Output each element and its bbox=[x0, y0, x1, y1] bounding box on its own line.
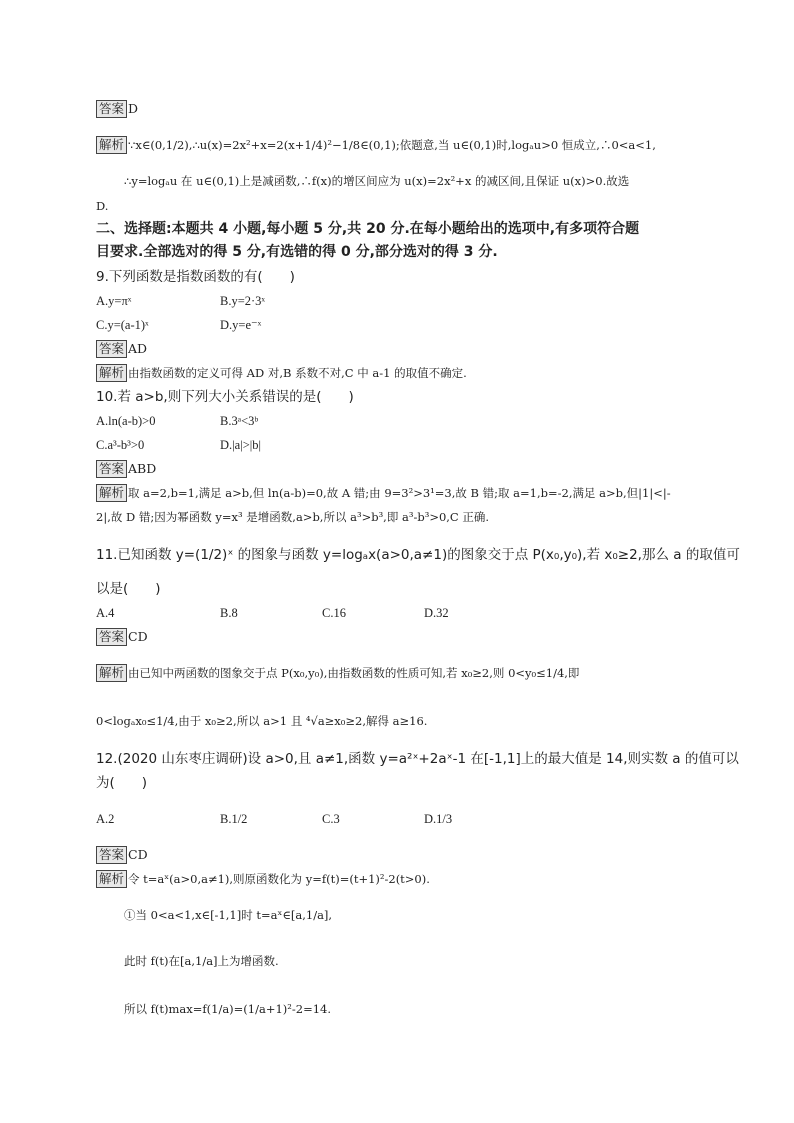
analysis-tag: 解析 bbox=[96, 484, 127, 502]
analysis-line: 0<logₐx₀≤1/4,由于 x₀≥2,所以 a>1 且 ⁴√a≥x₀≥2,解得 a≥16. bbox=[96, 714, 428, 728]
answer-tag: 答案 bbox=[96, 460, 127, 478]
question-stem-12-cont: 为( ) bbox=[96, 775, 148, 791]
question-stem-11: 11.已知函数 y=(1/2)ˣ 的图象与函数 y=logₐx(a>0,a≠1)的图象交于点 P(x₀,y₀),若 x₀≥2,那么 a 的取值可 bbox=[96, 547, 740, 563]
answer-value: ABD bbox=[128, 461, 157, 476]
option-a: A.4 bbox=[96, 606, 115, 620]
option-c: C.a³-b³>0 bbox=[96, 438, 145, 452]
section-heading: 目要求.全部选对的得 5 分,有选错的得 0 分,部分选对的得 3 分. bbox=[96, 244, 498, 260]
question-stem-11-cont: 以是( ) bbox=[96, 581, 161, 597]
question-stem-9: 9.下列函数是指数函数的有( ) bbox=[96, 269, 295, 285]
option-b: B.y=2·3ˣ bbox=[220, 294, 266, 308]
analysis-text: 由指数函数的定义可得 AD 对,B 系数不对,C 中 a-1 的取值不确定. bbox=[128, 366, 467, 380]
analysis-row-8 bbox=[96, 136, 656, 154]
option-d: D.|a|>|b| bbox=[220, 438, 262, 452]
analysis-text: ∵x∈(0,1/2),∴u(x)=2x²+x=2(x+1/4)²−1/8∈(0,1);依题意,当 u∈(0,1)时,logₐu>0 恒成立,∴0<a<1, bbox=[128, 138, 656, 152]
answer-row-8 bbox=[96, 100, 138, 118]
analysis-text: 由已知中两函数的图象交于点 P(x₀,y₀),由指数函数的性质可知,若 x₀≥2,则 0<y₀≤1/4,即 bbox=[128, 666, 580, 680]
answer-tag: 答案 bbox=[96, 340, 127, 358]
option-d: D.32 bbox=[424, 606, 449, 620]
analysis-row-9 bbox=[96, 364, 467, 382]
answer-row-11 bbox=[96, 628, 148, 646]
analysis-row-12 bbox=[96, 870, 430, 888]
option-a: A.2 bbox=[96, 812, 115, 826]
analysis-line: ∴y=logₐu 在 u∈(0,1)上是减函数,∴f(x)的增区间应为 u(x)=2x²+x 的减区间,且保证 u(x)>0.故选 bbox=[124, 174, 630, 188]
analysis-line: 2|,故 D 错;因为幂函数 y=x³ 是增函数,a>b,所以 a³>b³,即 a³-b³>0,C 正确. bbox=[96, 510, 490, 524]
analysis-tag: 解析 bbox=[96, 136, 127, 154]
answer-value: CD bbox=[128, 629, 148, 644]
answer-tag: 答案 bbox=[96, 100, 127, 118]
option-d: D.y=e⁻ˣ bbox=[220, 318, 262, 332]
analysis-case: 此时 f(t)在[a,1/a]上为增函数. bbox=[124, 954, 279, 968]
analysis-text: 令 t=aˣ(a>0,a≠1),则原函数化为 y=f(t)=(t+1)²-2(t>0). bbox=[128, 872, 430, 886]
analysis-text: 取 a=2,b=1,满足 a>b,但 ln(a-b)=0,故 A 错;由 9=3²>3¹=3,故 B 错;取 a=1,b=-2,满足 a>b,但|1|<|- bbox=[128, 486, 671, 500]
section-heading: 二、选择题:本题共 4 小题,每小题 5 分,共 20 分.在每小题给出的选项中,有多项符合题 bbox=[96, 221, 640, 237]
option-b: B.3ᵃ<3ᵇ bbox=[220, 414, 259, 428]
option-a: A.y=πˣ bbox=[96, 294, 132, 308]
option-c: C.y=(a-1)ˣ bbox=[96, 318, 149, 332]
analysis-case: ①当 0<a<1,x∈[-1,1]时 t=aˣ∈[a,1/a], bbox=[124, 908, 333, 922]
option-d: D.1/3 bbox=[424, 812, 453, 826]
option-c: C.16 bbox=[322, 606, 346, 620]
answer-tag: 答案 bbox=[96, 846, 127, 864]
analysis-row-11 bbox=[96, 664, 579, 682]
analysis-tag: 解析 bbox=[96, 664, 127, 682]
answer-row-12 bbox=[96, 846, 148, 864]
option-b: B.8 bbox=[220, 606, 238, 620]
answer-row-9 bbox=[96, 340, 147, 358]
question-stem-10: 10.若 a>b,则下列大小关系错误的是( ) bbox=[96, 389, 354, 405]
option-c: C.3 bbox=[322, 812, 340, 826]
analysis-line: D. bbox=[96, 199, 109, 213]
analysis-tag: 解析 bbox=[96, 364, 127, 382]
analysis-case: 所以 f(t)max=f(1/a)=(1/a+1)²-2=14. bbox=[124, 1002, 332, 1016]
option-b: B.1/2 bbox=[220, 812, 248, 826]
question-stem-12: 12.(2020 山东枣庄调研)设 a>0,且 a≠1,函数 y=a²ˣ+2aˣ-1 在[-1,1]上的最大值是 14,则实数 a 的值可以 bbox=[96, 751, 739, 767]
answer-value: D bbox=[128, 101, 139, 116]
answer-value: CD bbox=[128, 847, 148, 862]
option-a: A.ln(a-b)>0 bbox=[96, 414, 156, 428]
answer-row-10 bbox=[96, 460, 156, 478]
analysis-tag: 解析 bbox=[96, 870, 127, 888]
answer-tag: 答案 bbox=[96, 628, 127, 646]
answer-value: AD bbox=[128, 341, 148, 356]
analysis-row-10 bbox=[96, 484, 671, 502]
